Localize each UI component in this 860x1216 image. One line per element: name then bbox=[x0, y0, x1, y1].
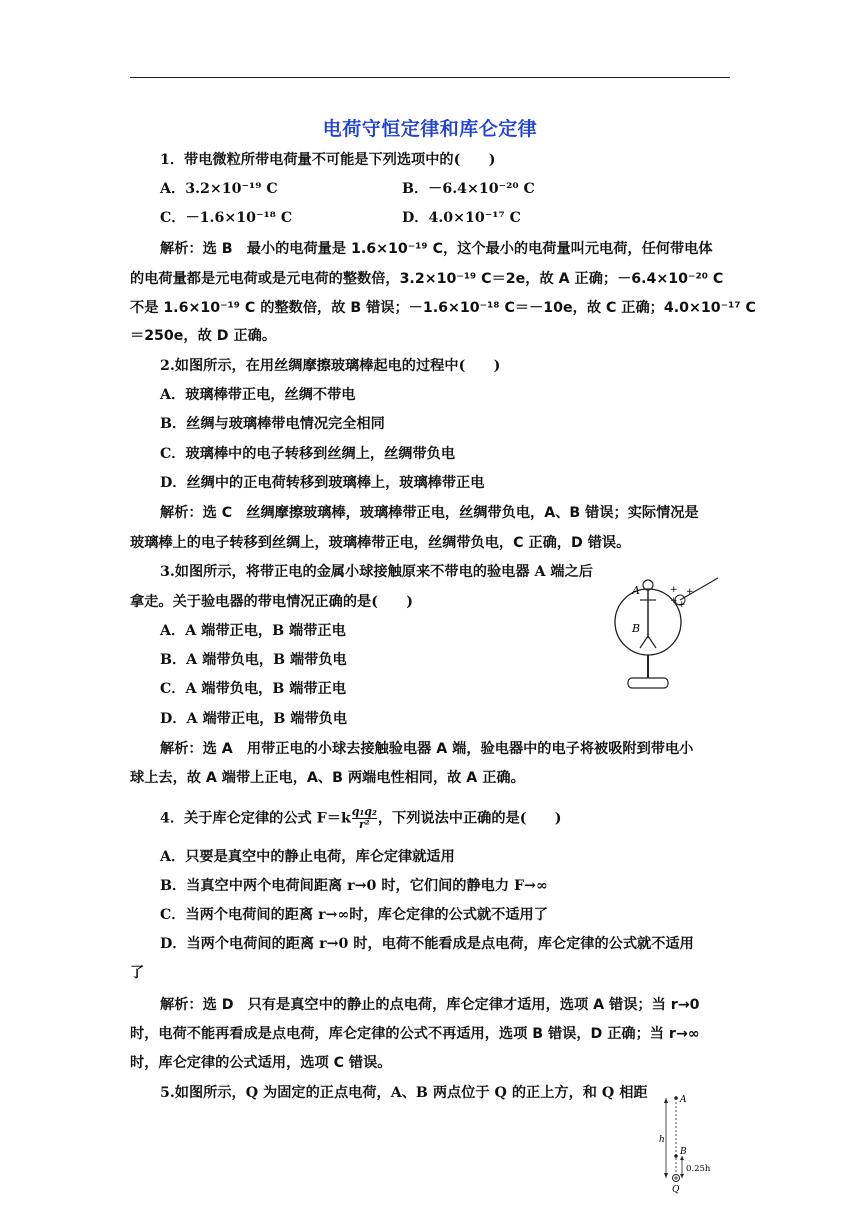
q1-analysis-line-2: 的电荷量都是元电荷或是元电荷的整数倍，3.2×10⁻¹⁹ C＝2e，故 A 正确；－6.4×10⁻²⁰ C bbox=[130, 271, 724, 287]
distance-025h-label: 0.25h bbox=[686, 1164, 711, 1174]
q3-option-b: B．A 端带负电，B 端带负电 bbox=[160, 652, 347, 668]
charge-plus-1: + bbox=[670, 585, 678, 595]
q3-stem-line-2: 拿走。关于验电器的带电情况正确的是( ) bbox=[130, 594, 413, 610]
q2-option-a: A．玻璃棒带正电，丝绸不带电 bbox=[160, 387, 356, 403]
label-a: A bbox=[632, 584, 640, 597]
q3-option-a: A．A 端带正电，B 端带正电 bbox=[160, 623, 346, 639]
charge-plus-4: + bbox=[678, 600, 686, 610]
coulomb-fraction: $\frac{\text{q₁q₂}}{\text{r²}}$ bbox=[351, 805, 377, 831]
q4-option-b: B．当真空中两个电荷间距离 r→0 时，它们间的静电力 F→∞ bbox=[160, 878, 548, 894]
q1-analysis-line-4: ＝250e，故 D 正确。 bbox=[130, 328, 277, 344]
q2-stem: 2.如图所示，在用丝绸摩擦玻璃棒起电的过程中( ) bbox=[160, 358, 501, 374]
point-charge-figure bbox=[656, 1088, 746, 1198]
q2-option-c: C．玻璃棒中的电子转移到丝绸上，丝绸带负电 bbox=[160, 446, 456, 462]
q2-analysis-line-1: 解析：选 C 丝绸摩擦玻璃棒，玻璃棒带正电，丝绸带负电，A、B 错误；实际情况是 bbox=[160, 505, 699, 521]
q3-analysis-line-1: 解析：选 A 用带正电的小球去接触验电器 A 端，验电器中的电子将被吸附到带电小 bbox=[160, 741, 694, 757]
charge-plus-2: + bbox=[686, 587, 694, 597]
q4-analysis-label: 解析： bbox=[160, 997, 203, 1013]
q4-option-d-line-2: 了 bbox=[130, 965, 145, 981]
charge-plus-3: + bbox=[670, 596, 678, 606]
q1-analysis-line-1: 解析：选 B 最小的电荷量是 1.6×10⁻¹⁹ C，这个最小的电荷量叫元电荷，任何带电体 bbox=[160, 241, 713, 257]
q2-analysis-label: 解析： bbox=[160, 505, 203, 521]
q4-stem: 4．关于库仑定律的公式 F＝k $\frac{\text{q₁q₂}}{\text{r²}}$ ，下列说法中正确的是( ) bbox=[160, 805, 562, 831]
electroscope-figure bbox=[600, 570, 730, 700]
q4-analysis-line-1: 解析：选 D 只有是真空中的静止的点电荷，库仑定律才适用，选项 A 错误；当 r→0 bbox=[160, 997, 700, 1013]
point-a-label: A bbox=[680, 1095, 687, 1105]
q2-analysis-line-2: 玻璃棒上的电子转移到丝绸上，玻璃棒带正电，丝绸带负电，C 正确，D 错误。 bbox=[130, 535, 631, 551]
height-h-label: h bbox=[659, 1135, 665, 1145]
q4-option-c: C．当两个电荷间的距离 r→∞时，库仑定律的公式就不适用了 bbox=[160, 907, 548, 923]
q3-option-c: C．A 端带负电，B 端带正电 bbox=[160, 681, 347, 697]
q4-analysis-line-2: 时，电荷不能再看成是点电荷，库仑定律的公式不再适用，选项 B 错误，D 正确；当 r→∞ bbox=[130, 1026, 700, 1042]
point-b-label: B bbox=[680, 1147, 687, 1157]
q3-stem-line-1: 3.如图所示，将带正电的金属小球接触原来不带电的验电器 A 端之后 bbox=[160, 564, 593, 580]
q4-analysis-line-3: 时，库仑定律的公式适用，选项 C 错误。 bbox=[130, 1055, 392, 1071]
header-rule bbox=[130, 77, 730, 78]
q1-analysis-label: 解析： bbox=[160, 241, 203, 257]
q1-stem: 1．带电微粒所带电荷量不可能是下列选项中的( ) bbox=[160, 152, 496, 168]
q3-analysis-line-2: 球上去，故 A 端带上正电，A、B 两端电性相同，故 A 正确。 bbox=[130, 770, 525, 786]
q4-option-d-line-1: D．当两个电荷间的距离 r→0 时，电荷不能看成是点电荷，库仑定律的公式就不适用 bbox=[160, 936, 694, 952]
q1-analysis-line-3: 不是 1.6×10⁻¹⁹ C 的整数倍，故 B 错误；－1.6×10⁻¹⁸ C＝－10e，故 C 正确；4.0×10⁻¹⁷ C bbox=[130, 300, 756, 316]
q3-option-d: D．A 端带正电，B 端带负电 bbox=[160, 711, 348, 727]
q3-analysis-label: 解析： bbox=[160, 741, 203, 757]
label-b: B bbox=[632, 622, 641, 635]
q1-option-d: D．4.0×10⁻¹⁷ C bbox=[402, 210, 521, 226]
q1-option-c: C．－1.6×10⁻¹⁸ C bbox=[160, 210, 293, 226]
q2-option-d: D．丝绸中的正电荷转移到玻璃棒上，玻璃棒带正电 bbox=[160, 475, 485, 491]
q2-option-b: B．丝绸与玻璃棒带电情况完全相同 bbox=[160, 416, 385, 432]
q1-option-b: B．－6.4×10⁻²⁰ C bbox=[402, 181, 535, 197]
charge-q-label: Q bbox=[672, 1185, 680, 1195]
page-title: 电荷守恒定律和库仑定律 bbox=[322, 118, 538, 140]
q5-stem: 5.如图所示，Q 为固定的正点电荷，A、B 两点位于 Q 的正上方，和 Q 相距 bbox=[160, 1085, 648, 1101]
q1-option-a: A．3.2×10⁻¹⁹ C bbox=[160, 181, 278, 197]
q4-option-a: A．只要是真空中的静止电荷，库仑定律就适用 bbox=[160, 849, 455, 865]
